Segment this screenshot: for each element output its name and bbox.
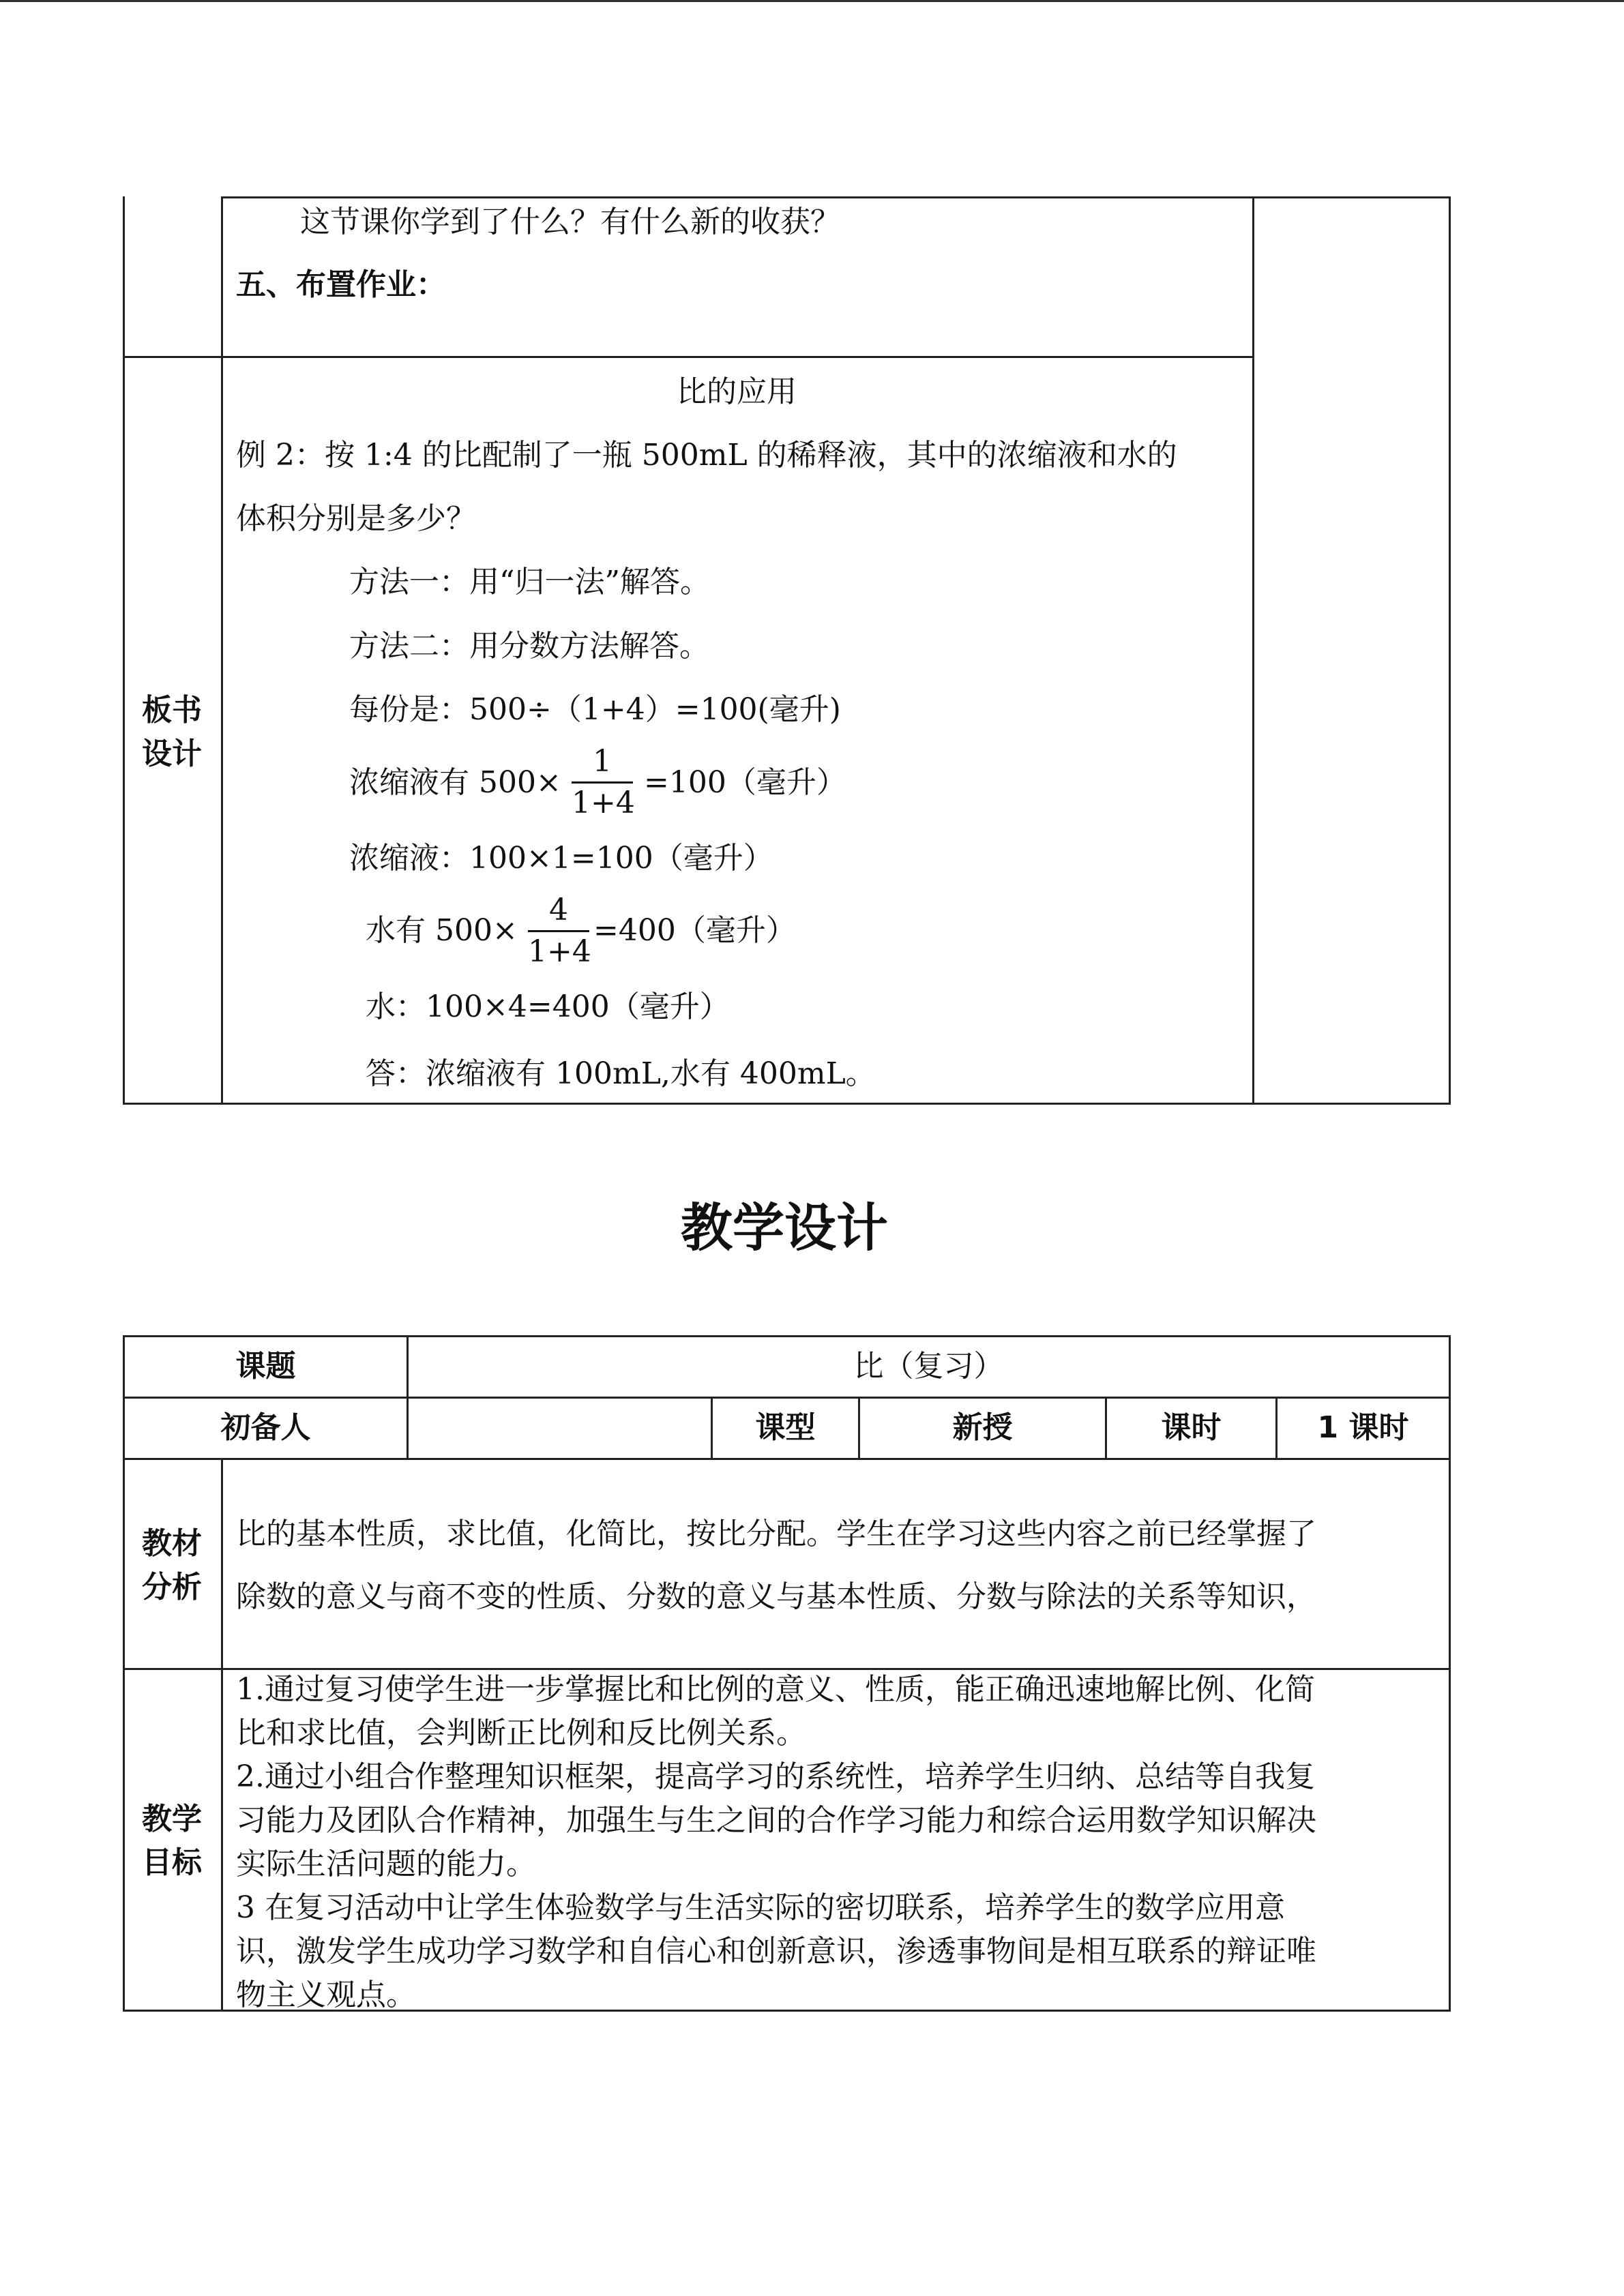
material-line2: 除数的意义与商不变的性质、分数的意义与基本性质、分数与除法的关系等知识， — [236, 1579, 1316, 1614]
design-table-label-divider — [221, 1458, 223, 2012]
goals-label-line2: 目标 — [142, 1845, 202, 1880]
example-line1: 例 2：按 1:4 的比配制了一瓶 500mL 的稀释液，其中的浓缩液和水的 — [236, 438, 1177, 473]
water-fraction-numerator: 4 — [549, 893, 568, 927]
board-title: 比的应用 — [677, 374, 797, 409]
conc-frac-suffix: =100（毫升） — [644, 765, 846, 800]
topic-label: 课题 — [235, 1349, 296, 1384]
summary-question: 这节课你学到了什么？有什么新的收获？ — [300, 205, 840, 239]
type-value: 新授 — [952, 1410, 1013, 1445]
board-label-line2: 设计 — [142, 736, 202, 771]
water-fraction — [528, 893, 589, 969]
teaching-goals-label — [131, 1798, 213, 1885]
each-part-line: 每份是：500÷（1+4）=100(毫升) — [349, 692, 841, 727]
top-table-bottom-border — [123, 1103, 1451, 1105]
water-frac-prefix: 水有 500× — [366, 913, 518, 948]
goals-label-line1: 教学 — [142, 1802, 202, 1836]
material-line1: 比的基本性质，求比值，化简比，按比分配。学生在学习这些内容之前已经掌握了 — [236, 1517, 1316, 1551]
top-table-label-divider — [221, 196, 223, 1105]
goals-line: 3 在复习活动中让学生体验数学与生活实际的密切联系，培养学生的数学应用意 — [236, 1890, 1285, 1925]
top-table-row-divider — [123, 356, 1254, 358]
design-table-row1-divider — [123, 1397, 1451, 1399]
board-design-label — [131, 689, 213, 776]
page-top-border — [0, 0, 1624, 2]
material-label-line2: 分析 — [142, 1570, 202, 1605]
period-label: 课时 — [1161, 1410, 1222, 1445]
goals-line: 实际生活问题的能力。 — [236, 1847, 536, 1881]
period-value: 1 课时 — [1317, 1410, 1409, 1445]
goals-line: 识，激发学生成功学习数学和自信心和创新意识，渗透事物间是相互联系的辩证唯 — [236, 1934, 1316, 1969]
board-label-line1: 板书 — [142, 693, 202, 728]
material-analysis-label — [131, 1522, 213, 1609]
water-frac-suffix: =400（毫升） — [593, 913, 796, 948]
goals-line: 物主义观点。 — [236, 1978, 416, 2012]
conc-line: 浓缩液：100×1=100（毫升） — [349, 841, 773, 876]
method-two: 方法二：用分数方法解答。 — [349, 629, 709, 664]
method-one: 方法一：用“归一法”解答。 — [349, 565, 710, 599]
conc-fraction — [572, 745, 633, 820]
top-table-top-border-mid — [221, 196, 1252, 198]
conc-fraction-denominator: 1+4 — [572, 786, 635, 820]
design-table-top-border — [123, 1335, 1451, 1337]
homework-heading: 五、布置作业： — [236, 267, 446, 302]
material-label-line1: 教材 — [142, 1526, 202, 1561]
topic-value: 比（复习） — [853, 1349, 1004, 1384]
top-table-right-border — [1449, 196, 1451, 1105]
goals-line: 2.通过小组合作整理知识框架，提高学习的系统性，培养学生归纳、总结等自我复 — [236, 1759, 1315, 1794]
design-table-right-border — [1449, 1335, 1451, 2012]
top-table-left-border — [123, 196, 125, 1105]
goals-line: 1.通过复习使学生进一步掌握比和比例的意义、性质，能正确迅速地解比例、化简 — [236, 1672, 1315, 1707]
type-label: 课型 — [755, 1410, 816, 1445]
top-table-right-divider — [1252, 196, 1254, 1105]
water-line: 水：100×4=400（毫升） — [366, 989, 730, 1024]
goals-text — [236, 1668, 1443, 2017]
conc-fraction-numerator: 1 — [593, 744, 612, 779]
water-fraction-denominator: 1+4 — [528, 934, 591, 969]
water-fraction-bar — [528, 930, 589, 932]
goals-line: 习能力及团队合作精神，加强生与生之间的合作学习能力和综合运用数学知识解决 — [236, 1803, 1316, 1838]
conc-fraction-bar — [572, 781, 633, 784]
author-label: 初备人 — [220, 1410, 311, 1445]
design-table-row2-divider — [123, 1458, 1451, 1460]
conc-frac-prefix: 浓缩液有 500× — [349, 765, 561, 800]
section-title: 教学设计 — [681, 1197, 888, 1258]
top-table-top-border-right — [1252, 196, 1451, 198]
example-line2: 体积分别是多少？ — [236, 501, 476, 536]
goals-line: 比和求比值，会判断正比例和反比例关系。 — [236, 1716, 806, 1750]
answer-line: 答：浓缩液有 100mL,水有 400mL。 — [366, 1056, 876, 1091]
